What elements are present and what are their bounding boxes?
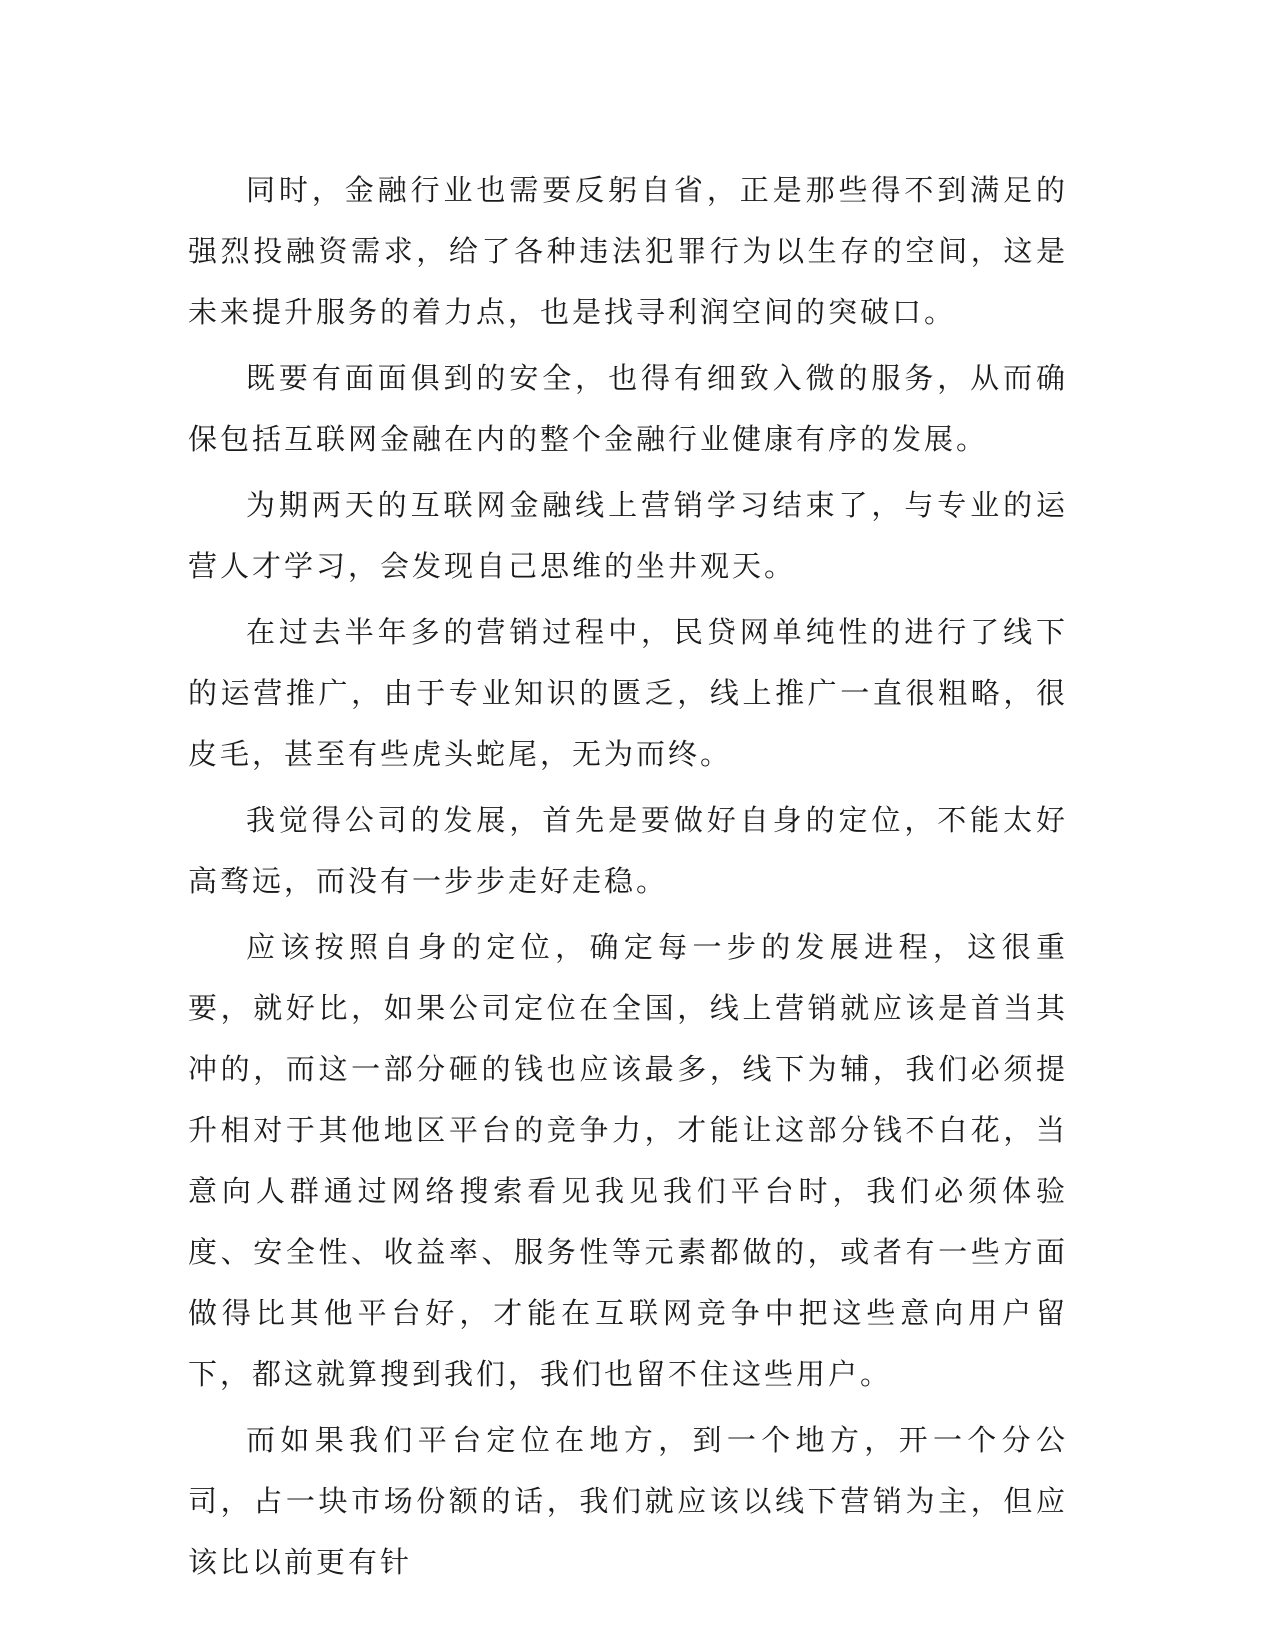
paragraph-7: 而如果我们平台定位在地方，到一个地方，开一个分公司，占一块市场份额的话，我们就应该以线下营销为主，但应该比以前更有针 xyxy=(188,1423,1068,1579)
paragraph-3: 为期两天的互联网金融线上营销学习结束了，与专业的运营人才学习，会发现自己思维的坐井观天。 xyxy=(188,488,1068,583)
paragraph-2: 既要有面面俱到的安全，也得有细致入微的服务，从而确保包括互联网金融在内的整个金融行业健康有序的发展。 xyxy=(188,361,1068,456)
paragraph-4: 在过去半年多的营销过程中，民贷网单纯性的进行了线下的运营推广，由于专业知识的匮乏，线上推广一直很粗略，很皮毛，甚至有些虎头蛇尾，无为而终。 xyxy=(188,615,1068,771)
paragraph-5: 我觉得公司的发展，首先是要做好自身的定位，不能太好高骛远，而没有一步步走好走稳。 xyxy=(188,803,1068,898)
document-body xyxy=(188,160,1068,1598)
paragraph-1: 同时，金融行业也需要反躬自省，正是那些得不到满足的强烈投融资需求，给了各种违法犯罪行为以生存的空间，这是未来提升服务的着力点，也是找寻利润空间的突破口。 xyxy=(188,173,1068,329)
paragraph-6: 应该按照自身的定位，确定每一步的发展进程，这很重要，就好比，如果公司定位在全国，线上营销就应该是首当其冲的，而这一部分砸的钱也应该最多，线下为辅，我们必须提升相对于其他地区平台的竞争力，才能让这部分钱不白花，当意向人群通过网络搜索看见我见我们平台时，我们必须体验度、安全性、收益率、服务性等元素都做的，或者有一些方面做得比其他平台好，才能在互联网竞争中把这些意向用户留下，都这就算搜到我们，我们也留不住这些用户。 xyxy=(188,930,1068,1391)
